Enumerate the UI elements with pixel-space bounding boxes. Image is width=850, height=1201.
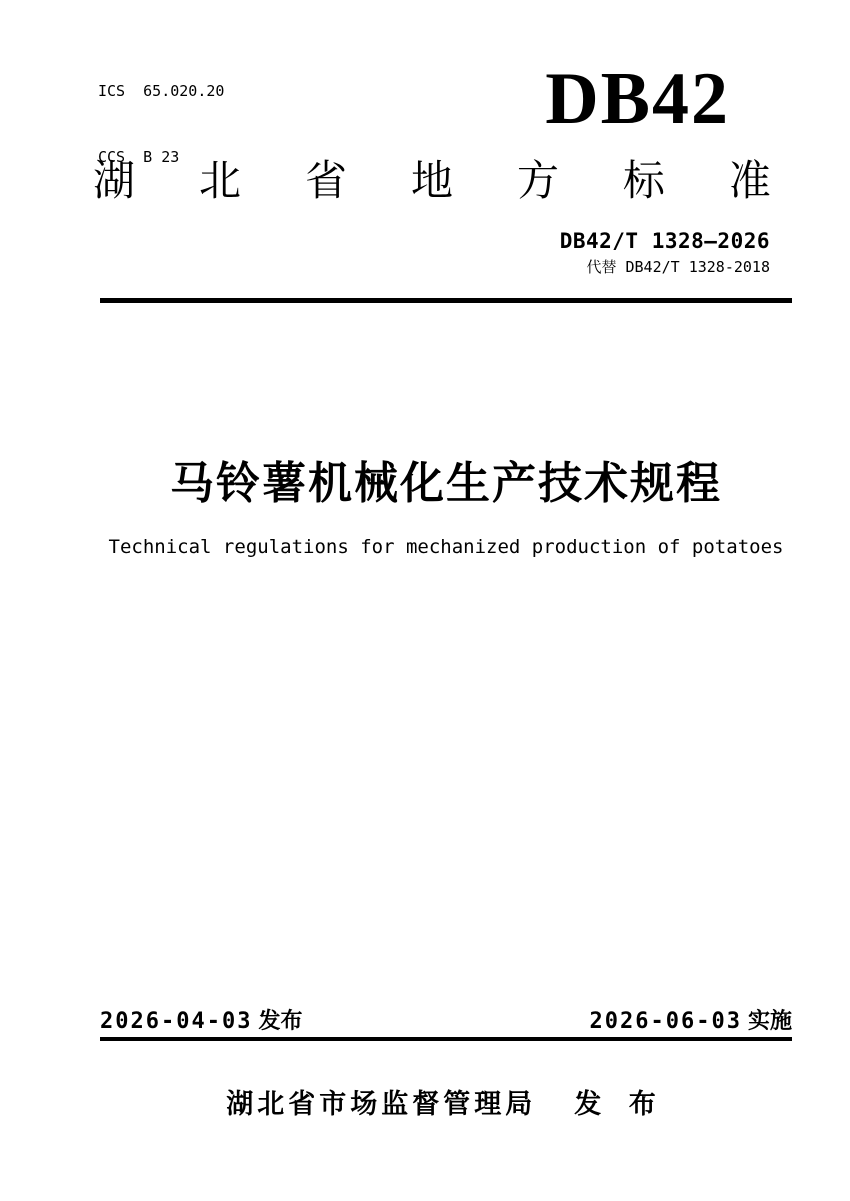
standard-type-char: 方: [516, 157, 559, 204]
db42-logo: DB42: [545, 58, 730, 140]
standard-type-title: [93, 156, 771, 206]
issue-date: 2026-04-03: [100, 1009, 253, 1034]
publisher-name: 湖北省市场监督管理局: [226, 1089, 537, 1119]
standard-type-char: 省: [304, 157, 347, 204]
standard-type-char: 北: [198, 157, 241, 204]
issue-label: 发布: [258, 1008, 303, 1033]
footer-divider-rule: [100, 1037, 792, 1041]
issue-date-group: [100, 1008, 302, 1035]
standard-type-char: 湖: [93, 157, 136, 204]
publish-label: 发 布: [574, 1089, 666, 1119]
document-title-english: Technical regulations for mechanized production of potatoes: [108, 536, 784, 558]
implement-date: 2026-06-03: [589, 1009, 742, 1034]
implement-label: 实施: [747, 1008, 792, 1033]
replaces-note: 代替 DB42/T 1328-2018: [586, 258, 770, 276]
standard-type-char: 标: [622, 157, 665, 204]
document-title-chinese: 马铃薯机械化生产技术规程: [170, 459, 722, 508]
standard-type-char: 地: [410, 157, 453, 204]
standard-type-char: 准: [728, 157, 771, 204]
standard-number-block: [560, 229, 770, 277]
dates-row: [100, 1008, 792, 1035]
ics-code: ICS 65.020.20: [98, 82, 225, 100]
publisher-row: [100, 1088, 792, 1120]
implement-date-group: [590, 1008, 792, 1035]
ccs-code: CCS B 23: [98, 148, 180, 166]
standard-number: DB42/T 1328—2026: [559, 229, 770, 253]
header-divider-rule: [100, 298, 792, 303]
